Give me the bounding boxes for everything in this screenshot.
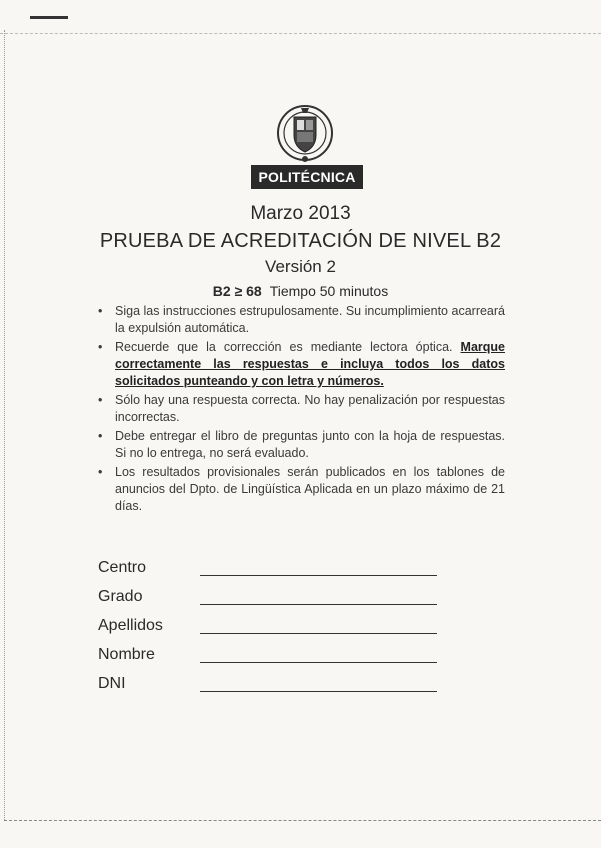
left-margin-rule [4, 30, 5, 820]
instruction-item [98, 339, 505, 390]
instruction-text: Debe entregar el libro de preguntas junto con la hoja de respuestas. Si no lo entrega, no será evaluado. [115, 429, 505, 460]
instructions-list [98, 303, 505, 517]
bullet-icon: • [98, 304, 103, 318]
exam-level-time [0, 283, 601, 299]
bullet-icon: • [98, 429, 103, 443]
exam-date: Marzo 2013 [250, 203, 351, 224]
exam-version: Versión 2 [265, 257, 336, 276]
form-row-apellidos [98, 617, 458, 646]
bullet-icon: • [98, 393, 103, 407]
instruction-text: Siga las instrucciones estrupulosamente. Su incumplimiento acarreará la expulsión automática. [115, 304, 505, 335]
bullet-icon: • [98, 340, 103, 354]
pass-threshold: B2 ≥ 68 [212, 283, 262, 299]
instruction-text: Recuerde que la corrección es mediante lectora óptica. [115, 340, 453, 354]
instruction-item [98, 392, 505, 426]
instruction-emphasis: Marque correctamente las respuestas e incluya todos los datos solicitados punteando y con letra y números. [115, 340, 505, 388]
form-row-centro [98, 559, 458, 588]
nombre-field[interactable] [200, 662, 437, 663]
instruction-item [98, 303, 505, 337]
instruction-item [98, 428, 505, 462]
apellidos-field[interactable] [200, 633, 437, 634]
instruction-text: Los resultados provisionales serán publicados en los tablones de anuncios del Dpto. de Lingüística Aplicada en un plazo máximo de 21 días. [115, 465, 505, 513]
grado-field[interactable] [200, 604, 437, 605]
top-mark [30, 16, 68, 19]
instruction-item [98, 464, 505, 515]
exam-title: PRUEBA DE ACREDITACIÓN DE NIVEL B2 [99, 230, 502, 252]
form-row-dni [98, 675, 458, 704]
student-data-form [98, 559, 458, 704]
form-row-grado [98, 588, 458, 617]
dni-field[interactable] [200, 691, 437, 692]
apellidos-label: Apellidos [98, 617, 163, 634]
centro-field[interactable] [200, 575, 437, 576]
grado-label: Grado [98, 588, 143, 605]
nombre-label: Nombre [98, 646, 155, 663]
bullet-icon: • [98, 465, 103, 479]
instruction-text: Sólo hay una respuesta correcta. No hay penalización por respuestas incorrectas. [115, 393, 505, 424]
university-crest-icon [275, 103, 335, 165]
form-row-nombre [98, 646, 458, 675]
dni-label: DNI [98, 675, 126, 692]
centro-label: Centro [98, 559, 147, 576]
bottom-dashed-rule [4, 820, 601, 821]
university-brand: POLITÉCNICA [251, 165, 363, 189]
top-dashed-rule [0, 33, 601, 34]
exam-time: Tiempo 50 minutos [269, 283, 389, 299]
